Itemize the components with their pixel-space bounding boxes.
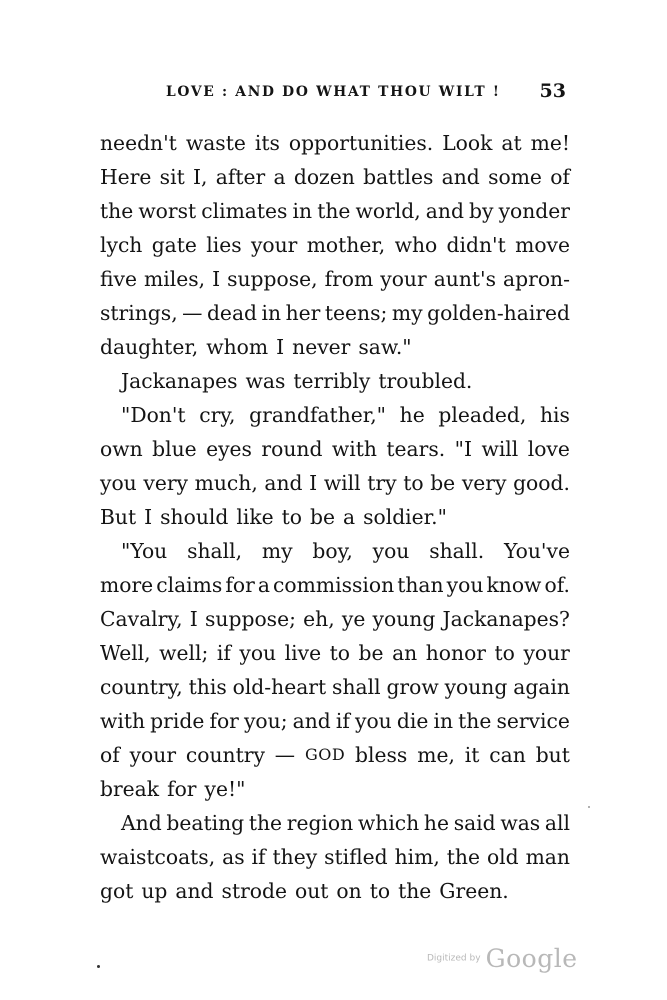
word: "You xyxy=(121,539,168,563)
page-speck xyxy=(97,965,100,968)
word: move xyxy=(515,233,570,257)
word: dead xyxy=(206,301,258,325)
word: the xyxy=(100,199,134,223)
page-number: 53 xyxy=(539,80,566,102)
word: it xyxy=(464,743,480,767)
word: apron- xyxy=(503,267,570,291)
word: and xyxy=(425,199,464,223)
word: more xyxy=(100,573,154,597)
word: grandfather," xyxy=(249,403,387,427)
text-line xyxy=(100,602,570,636)
word: to xyxy=(369,879,391,903)
text-line xyxy=(100,806,570,840)
text-line xyxy=(100,330,570,364)
word: dozen xyxy=(293,165,355,189)
text-line xyxy=(100,160,570,194)
word: like xyxy=(236,505,274,529)
word: and xyxy=(175,879,214,903)
text-line xyxy=(100,296,570,330)
word: grow xyxy=(386,675,439,699)
word: will xyxy=(481,437,519,461)
word: as xyxy=(222,845,245,869)
word: honor xyxy=(425,641,486,665)
word: and xyxy=(292,709,331,733)
word: suppose; xyxy=(205,607,296,631)
word: said xyxy=(453,811,496,835)
word: strings, xyxy=(100,301,178,325)
word: up xyxy=(141,879,168,903)
word: gate xyxy=(151,233,197,257)
word: from xyxy=(324,267,374,291)
word: an xyxy=(392,641,418,665)
word: I xyxy=(189,607,198,631)
word: tears. xyxy=(386,437,446,461)
word: should xyxy=(160,505,229,529)
word: you xyxy=(355,709,392,733)
word: some xyxy=(488,165,542,189)
word: old xyxy=(486,845,519,869)
word: shall. xyxy=(429,539,485,563)
word: all xyxy=(544,811,570,835)
word: saw." xyxy=(358,335,412,359)
word: a xyxy=(257,573,270,597)
word: in xyxy=(433,709,454,733)
word: they xyxy=(272,845,318,869)
word: for xyxy=(225,573,255,597)
text-line-small-caps xyxy=(100,738,570,772)
word: a xyxy=(343,505,356,529)
word: You've xyxy=(504,539,570,563)
word: his xyxy=(540,403,570,427)
word: commission xyxy=(273,573,395,597)
watermark-prefix: Digitized by xyxy=(427,953,481,964)
word: blue xyxy=(152,437,197,461)
word: with xyxy=(331,437,377,461)
word: its xyxy=(254,131,280,155)
word: your xyxy=(380,267,427,291)
word: the xyxy=(458,709,492,733)
word: again xyxy=(513,675,570,699)
word: if xyxy=(216,641,231,665)
text-line xyxy=(100,432,570,466)
word: I xyxy=(276,335,285,359)
word: on xyxy=(336,879,362,903)
word: country, xyxy=(100,675,183,699)
word: claims xyxy=(156,573,223,597)
word: eh, xyxy=(303,607,335,631)
word: I xyxy=(309,471,318,495)
word: for xyxy=(209,709,239,733)
word: with xyxy=(100,709,146,733)
text-line xyxy=(100,364,570,398)
word: young xyxy=(444,675,508,699)
word: be xyxy=(430,471,456,495)
word: — xyxy=(182,301,203,325)
word: waistcoats, xyxy=(100,845,216,869)
word: the xyxy=(248,811,283,835)
word: battles xyxy=(363,165,434,189)
word: you xyxy=(372,539,410,563)
word: to xyxy=(403,471,424,495)
word: try xyxy=(367,471,397,495)
word: golden-haired xyxy=(427,301,570,325)
word: in xyxy=(292,199,313,223)
word: was xyxy=(500,811,541,835)
word: ye xyxy=(341,607,366,631)
word: your xyxy=(250,233,298,257)
word: know xyxy=(486,573,542,597)
word: you xyxy=(446,573,484,597)
word: Jackanapes? xyxy=(442,607,570,631)
word: "I xyxy=(454,437,472,461)
body-text xyxy=(100,126,570,908)
word: me! xyxy=(530,131,570,155)
word: I xyxy=(212,267,221,291)
word: world, xyxy=(355,199,421,223)
word: never xyxy=(292,335,351,359)
word: live xyxy=(284,641,322,665)
word: teens; xyxy=(324,301,388,325)
text-line xyxy=(100,126,570,160)
word: waste xyxy=(185,131,246,155)
word: can xyxy=(489,743,526,767)
word: worst xyxy=(138,199,197,223)
word: very xyxy=(461,471,507,495)
word: love xyxy=(527,437,570,461)
word: Green. xyxy=(439,879,509,903)
word: very xyxy=(143,471,188,495)
word: my xyxy=(261,539,293,563)
word: which xyxy=(357,811,420,835)
word: beating xyxy=(166,811,245,835)
word: who xyxy=(394,233,438,257)
word: your xyxy=(129,743,177,767)
word: opportunities. xyxy=(288,131,434,155)
text-line xyxy=(100,670,570,704)
word: of xyxy=(100,743,120,767)
word: die xyxy=(396,709,429,733)
word: pride xyxy=(150,709,205,733)
word: needn't xyxy=(100,131,177,155)
text-line xyxy=(100,194,570,228)
word: the xyxy=(398,879,432,903)
word: I, xyxy=(193,165,208,189)
word: "Don't xyxy=(121,403,186,427)
word: your xyxy=(523,641,570,665)
word: got xyxy=(100,879,134,903)
word: you xyxy=(239,641,277,665)
word: be xyxy=(358,641,384,665)
word: you; xyxy=(243,709,288,733)
word: service xyxy=(496,709,570,733)
word: of xyxy=(550,165,570,189)
word: bless xyxy=(355,743,408,767)
word: you xyxy=(100,471,137,495)
word: break xyxy=(100,777,160,801)
word: didn't xyxy=(446,233,506,257)
word: much, xyxy=(194,471,258,495)
word: five xyxy=(100,267,137,291)
word: Here xyxy=(100,165,152,189)
word: Well, xyxy=(100,641,151,665)
word: if xyxy=(335,709,350,733)
word: stifled xyxy=(324,845,388,869)
text-line xyxy=(100,228,570,262)
word: in xyxy=(261,301,282,325)
word: him, xyxy=(394,845,440,869)
word: ye!" xyxy=(204,777,246,801)
word: the xyxy=(317,199,351,223)
word: lies xyxy=(206,233,242,257)
word: to xyxy=(281,505,302,529)
word: suppose, xyxy=(227,267,318,291)
word: to xyxy=(494,641,515,665)
word: young xyxy=(372,607,436,631)
text-line xyxy=(100,704,570,738)
word: whom xyxy=(206,335,269,359)
word: troubled. xyxy=(378,369,473,393)
word: than xyxy=(397,573,444,597)
running-head-title: LOVE : AND DO WHAT THOU WILT ! xyxy=(166,84,501,100)
word: Jackanapes xyxy=(121,369,238,393)
word: And xyxy=(121,811,162,835)
word: and xyxy=(441,165,480,189)
text-line xyxy=(100,500,570,534)
text-line xyxy=(100,262,570,296)
word: country xyxy=(185,743,265,767)
running-header xyxy=(166,80,566,110)
word: sit xyxy=(159,165,185,189)
google-logo: Google xyxy=(485,944,578,973)
word: I xyxy=(144,505,153,529)
word: by xyxy=(469,199,494,223)
word: daughter, xyxy=(100,335,199,359)
word: miles, xyxy=(144,267,206,291)
word: pleaded, xyxy=(438,403,527,427)
word: the xyxy=(446,845,480,869)
word: a xyxy=(273,165,286,189)
word: old-heart xyxy=(232,675,327,699)
word: well; xyxy=(159,641,209,665)
word: and xyxy=(264,471,303,495)
digitization-watermark xyxy=(427,944,578,973)
word: aunt's xyxy=(433,267,497,291)
word: strode xyxy=(221,879,287,903)
text-line xyxy=(100,636,570,670)
word: at xyxy=(501,131,522,155)
margin-speck xyxy=(588,806,590,808)
word: this xyxy=(188,675,227,699)
word: Cavalry, xyxy=(100,607,183,631)
word: if xyxy=(251,845,266,869)
text-line xyxy=(100,568,570,602)
text-line xyxy=(100,840,570,874)
word: region xyxy=(286,811,354,835)
text-line xyxy=(100,772,570,806)
word: own xyxy=(100,437,143,461)
word: boy, xyxy=(312,539,353,563)
word: he xyxy=(399,403,425,427)
word: after xyxy=(215,165,266,189)
word: Look xyxy=(442,131,493,155)
word: But xyxy=(100,505,137,529)
word: he xyxy=(423,811,449,835)
word: shall xyxy=(332,675,381,699)
word: my xyxy=(391,301,423,325)
word: was xyxy=(245,369,286,393)
word: terribly xyxy=(293,369,371,393)
word: out xyxy=(294,879,329,903)
word: mother, xyxy=(306,233,386,257)
word: but xyxy=(535,743,570,767)
small-caps-word: GOD xyxy=(304,745,346,764)
word: soldier." xyxy=(363,505,447,529)
word: man xyxy=(525,845,570,869)
word: round xyxy=(261,437,323,461)
word: of. xyxy=(544,573,570,597)
word: will xyxy=(323,471,361,495)
word: climates xyxy=(201,199,288,223)
word: cry, xyxy=(199,403,236,427)
word: eyes xyxy=(206,437,252,461)
text-line xyxy=(100,874,570,908)
word: shall, xyxy=(187,539,243,563)
word: yonder xyxy=(498,199,570,223)
word: her xyxy=(285,301,321,325)
word: be xyxy=(310,505,335,529)
word: lych xyxy=(100,233,143,257)
text-line xyxy=(100,534,570,568)
text-line xyxy=(100,466,570,500)
word: for xyxy=(167,777,197,801)
text-line xyxy=(100,398,570,432)
word: to xyxy=(329,641,350,665)
word: good. xyxy=(513,471,570,495)
word: — xyxy=(274,743,296,767)
word: me, xyxy=(417,743,455,767)
